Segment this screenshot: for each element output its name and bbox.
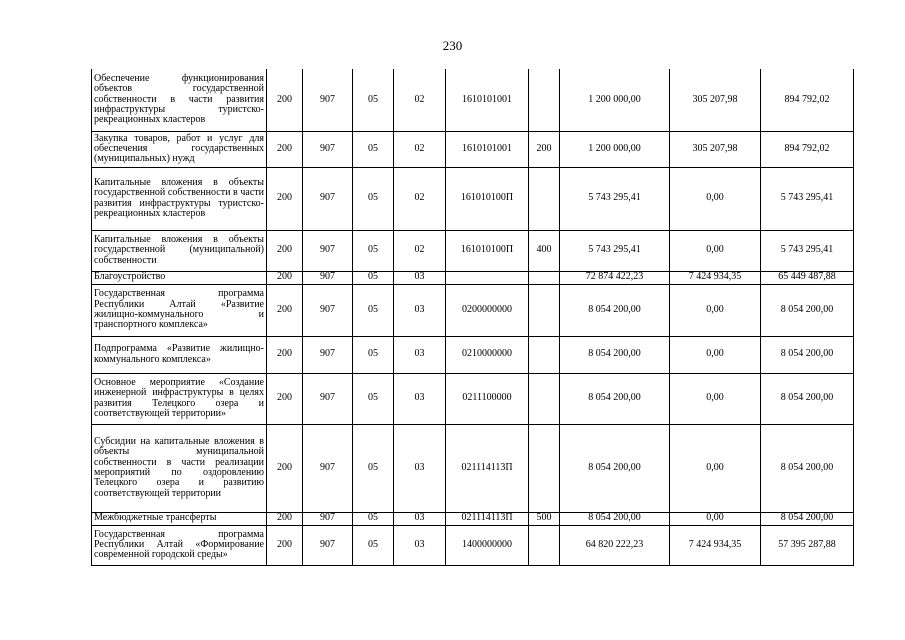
cell-ministry: 907 — [303, 284, 353, 336]
row-name: Государственная программа Республики Алтай «Формирование современной городской среды» — [92, 525, 267, 565]
table-row — [92, 167, 854, 230]
cell-code: 200 — [267, 271, 303, 284]
cell-section: 05 — [353, 167, 394, 230]
cell-code: 200 — [267, 525, 303, 565]
cell-subsection: 03 — [394, 525, 446, 565]
cell-subsection: 02 — [394, 69, 446, 131]
cell-amount-2: 0,00 — [670, 167, 761, 230]
cell-expense-type — [529, 69, 560, 131]
cell-expense-type — [529, 284, 560, 336]
cell-amount-2: 7 424 934,35 — [670, 271, 761, 284]
cell-amount-2: 0,00 — [670, 373, 761, 424]
cell-expense-type: 200 — [529, 131, 560, 167]
cell-amount-2: 0,00 — [670, 336, 761, 373]
table-row — [92, 424, 854, 512]
cell-amount-2: 0,00 — [670, 230, 761, 271]
cell-subsection: 02 — [394, 167, 446, 230]
table-row — [92, 336, 854, 373]
cell-amount-1: 8 054 200,00 — [560, 336, 670, 373]
row-name: Обеспечение функционирования объектов государственной собственности в части развития инфраструктуры туристско-рекреационных кластеров — [92, 69, 267, 131]
cell-subsection: 03 — [394, 512, 446, 525]
cell-code: 200 — [267, 373, 303, 424]
cell-expense-type — [529, 424, 560, 512]
row-name: Подпрограмма «Развитие жилищно-коммунального комплекса» — [92, 336, 267, 373]
cell-amount-3: 5 743 295,41 — [761, 230, 854, 271]
cell-ministry: 907 — [303, 131, 353, 167]
row-name: Благоустройство — [92, 271, 267, 284]
cell-ministry: 907 — [303, 69, 353, 131]
cell-expense-type — [529, 373, 560, 424]
cell-amount-1: 5 743 295,41 — [560, 230, 670, 271]
cell-code: 200 — [267, 69, 303, 131]
cell-target-article: 1610101001 — [446, 131, 529, 167]
cell-amount-1: 72 874 422,23 — [560, 271, 670, 284]
cell-code: 200 — [267, 284, 303, 336]
row-name: Капитальные вложения в объекты государственной (муниципальной) собственности — [92, 230, 267, 271]
cell-section: 05 — [353, 230, 394, 271]
table-row — [92, 525, 854, 565]
table-row — [92, 284, 854, 336]
cell-amount-2: 0,00 — [670, 424, 761, 512]
cell-amount-1: 5 743 295,41 — [560, 167, 670, 230]
cell-amount-1: 8 054 200,00 — [560, 512, 670, 525]
table-row — [92, 131, 854, 167]
cell-subsection: 03 — [394, 424, 446, 512]
cell-ministry: 907 — [303, 424, 353, 512]
cell-amount-1: 64 820 222,23 — [560, 525, 670, 565]
cell-section: 05 — [353, 336, 394, 373]
cell-target-article: 021114113П — [446, 424, 529, 512]
cell-amount-2: 7 424 934,35 — [670, 525, 761, 565]
table-row — [92, 271, 854, 284]
cell-amount-3: 57 395 287,88 — [761, 525, 854, 565]
cell-amount-1: 8 054 200,00 — [560, 284, 670, 336]
cell-target-article: 021114113П — [446, 512, 529, 525]
cell-code: 200 — [267, 336, 303, 373]
page-number: 230 — [442, 38, 463, 53]
cell-subsection: 03 — [394, 284, 446, 336]
cell-code: 200 — [267, 167, 303, 230]
cell-section: 05 — [353, 373, 394, 424]
row-name: Закупка товаров, работ и услуг для обеспечения государственных (муниципальных) нужд — [92, 131, 267, 167]
cell-subsection: 02 — [394, 131, 446, 167]
table-row — [92, 230, 854, 271]
cell-amount-2: 305 207,98 — [670, 69, 761, 131]
table-row — [92, 512, 854, 525]
cell-amount-3: 894 792,02 — [761, 69, 854, 131]
budget-table — [91, 69, 854, 566]
cell-target-article: 0211100000 — [446, 373, 529, 424]
cell-target-article: 1610101001 — [446, 69, 529, 131]
cell-subsection: 02 — [394, 230, 446, 271]
cell-amount-3: 65 449 487,88 — [761, 271, 854, 284]
cell-ministry: 907 — [303, 271, 353, 284]
cell-subsection: 03 — [394, 373, 446, 424]
cell-expense-type — [529, 336, 560, 373]
cell-target-article: 0200000000 — [446, 284, 529, 336]
cell-ministry: 907 — [303, 336, 353, 373]
cell-target-article: 161010100П — [446, 167, 529, 230]
row-name: Основное мероприятие «Создание инженерной инфраструктуры в целях развития Телецкого озера и соответствующей территории» — [92, 373, 267, 424]
cell-target-article: 0210000000 — [446, 336, 529, 373]
cell-ministry: 907 — [303, 512, 353, 525]
cell-amount-2: 305 207,98 — [670, 131, 761, 167]
cell-amount-3: 8 054 200,00 — [761, 373, 854, 424]
cell-expense-type: 400 — [529, 230, 560, 271]
cell-amount-3: 5 743 295,41 — [761, 167, 854, 230]
cell-target-article: 161010100П — [446, 230, 529, 271]
row-name: Капитальные вложения в объекты государственной собственности в части развития инфраструктуры туристско-рекреационных кластеров — [92, 167, 267, 230]
cell-ministry: 907 — [303, 525, 353, 565]
cell-subsection: 03 — [394, 336, 446, 373]
cell-section: 05 — [353, 284, 394, 336]
cell-amount-1: 1 200 000,00 — [560, 69, 670, 131]
cell-expense-type: 500 — [529, 512, 560, 525]
cell-amount-2: 0,00 — [670, 284, 761, 336]
cell-ministry: 907 — [303, 167, 353, 230]
cell-amount-3: 894 792,02 — [761, 131, 854, 167]
cell-target-article — [446, 271, 529, 284]
cell-code: 200 — [267, 131, 303, 167]
cell-amount-1: 1 200 000,00 — [560, 131, 670, 167]
cell-amount-1: 8 054 200,00 — [560, 373, 670, 424]
cell-expense-type — [529, 271, 560, 284]
cell-amount-3: 8 054 200,00 — [761, 284, 854, 336]
cell-amount-3: 8 054 200,00 — [761, 336, 854, 373]
row-name: Государственная программа Республики Алтай «Развитие жилищно-коммунального и транспортного комплекса» — [92, 284, 267, 336]
cell-section: 05 — [353, 271, 394, 284]
cell-target-article: 1400000000 — [446, 525, 529, 565]
cell-section: 05 — [353, 512, 394, 525]
cell-amount-1: 8 054 200,00 — [560, 424, 670, 512]
cell-ministry: 907 — [303, 230, 353, 271]
cell-section: 05 — [353, 69, 394, 131]
cell-code: 200 — [267, 512, 303, 525]
cell-section: 05 — [353, 131, 394, 167]
table-row — [92, 373, 854, 424]
cell-section: 05 — [353, 424, 394, 512]
cell-expense-type — [529, 167, 560, 230]
cell-subsection: 03 — [394, 271, 446, 284]
cell-section: 05 — [353, 525, 394, 565]
cell-amount-3: 8 054 200,00 — [761, 512, 854, 525]
cell-amount-2: 0,00 — [670, 512, 761, 525]
table-row — [92, 69, 854, 131]
cell-amount-3: 8 054 200,00 — [761, 424, 854, 512]
row-name: Субсидии на капитальные вложения в объекты муниципальной собственности в части реализации мероприятий по оздоровлению Телецкого озера и развитию соответствующей территории — [92, 424, 267, 512]
cell-code: 200 — [267, 230, 303, 271]
row-name: Межбюджетные трансферты — [92, 512, 267, 525]
cell-ministry: 907 — [303, 373, 353, 424]
cell-expense-type — [529, 525, 560, 565]
cell-code: 200 — [267, 424, 303, 512]
